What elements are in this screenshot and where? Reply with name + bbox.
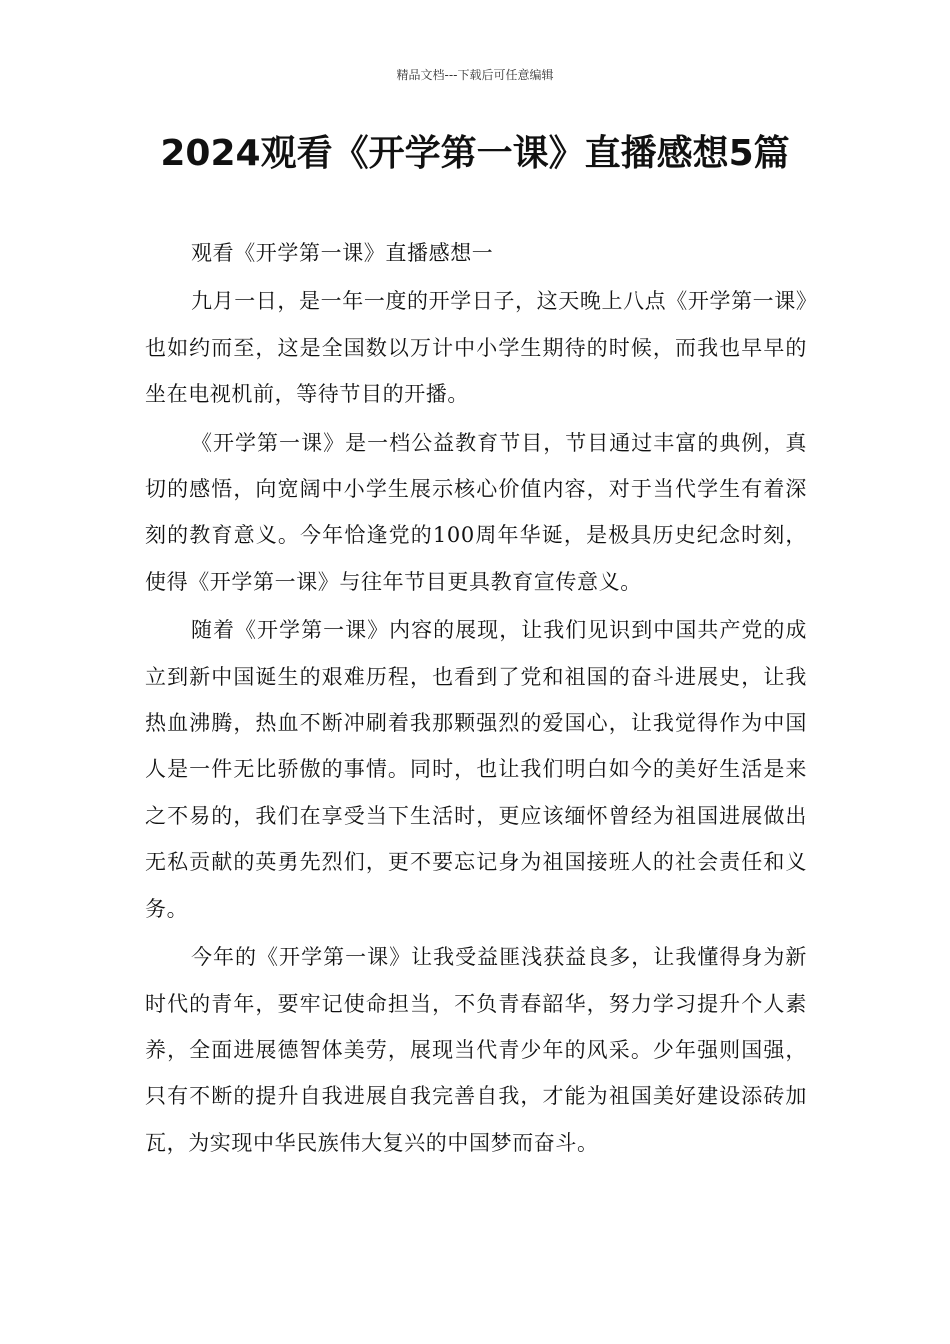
paragraph: 今年的《开学第一课》让我受益匪浅获益良多，让我懂得身为新时代的青年，要牢记使命担当，不负青春韶华，努力学习提升个人素养，全面进展德智体美劳，展现当代青少年的风采。少年强则国强，只有不断的提升自我进展自我完善自我，才能为祖国美好建设添砖加瓦，为实现中华民族伟大复兴的中国梦而奋斗。 <box>145 945 807 1155</box>
header-note: 精品文档---下载后可任意编辑 <box>396 68 554 82</box>
document-title: 2024观看《开学第一课》直播感想5篇 <box>160 133 790 174</box>
paragraph: 随着《开学第一课》内容的展现，让我们见识到中国共产党的成立到新中国诞生的艰难历程，也看到了党和祖国的奋斗进展史，让我热血沸腾，热血不断冲刷着我那颗强烈的爱国心，让我觉得作为中国人是一件无比骄傲的事情。同时，也让我们明白如今的美好生活是来之不易的，我们在享受当下生活时，更应该缅怀曾经为祖国进展做出无私贡献的英勇先烈们，更不要忘记身为祖国接班人的社会责任和义务。 <box>145 618 807 921</box>
section-heading: 观看《开学第一课》直播感想一 <box>191 241 494 265</box>
paragraph: 《开学第一课》是一档公益教育节目，节目通过丰富的典例，真切的感悟，向宽阔中小学生展示核心价值内容，对于当代学生有着深刻的教育意义。今年恰逢党的100周年华诞，是极具历史纪念时刻，使得《开学第一课》与往年节目更具教育宣传意义。 <box>145 430 807 594</box>
document-body <box>145 230 807 1168</box>
paragraph: 九月一日，是一年一度的开学日子，这天晚上八点《开学第一课》也如约而至，这是全国数以万计中小学生期待的时候，而我也早早的坐在电视机前，等待节目的开播。 <box>145 289 807 407</box>
